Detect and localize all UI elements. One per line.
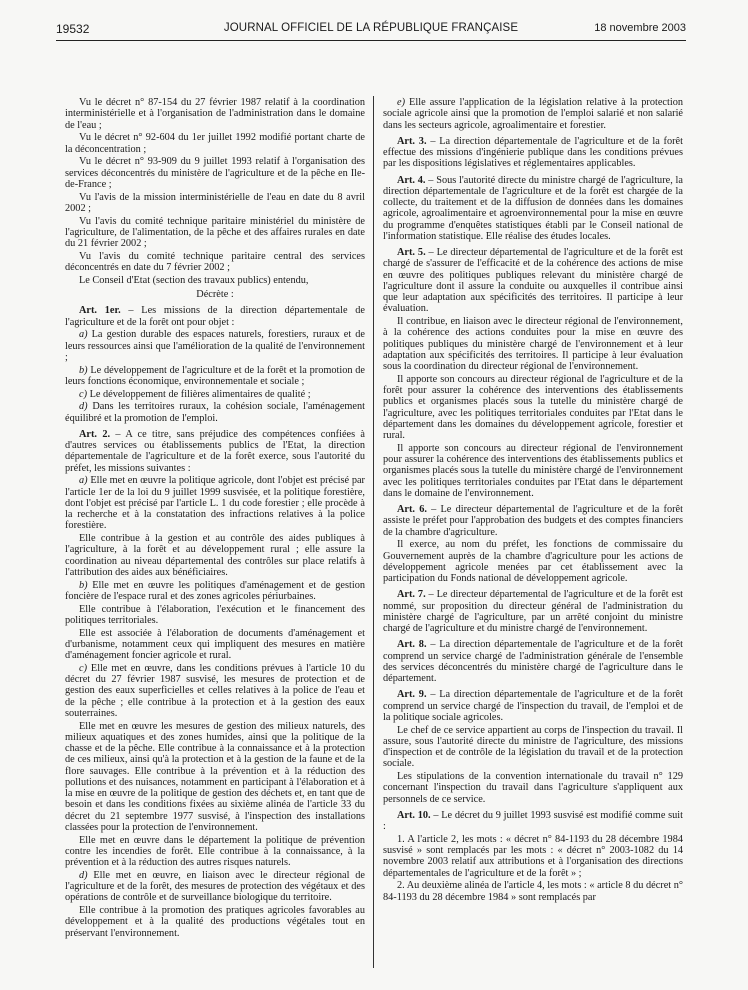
- visa-paragraph: Vu l'avis de la mission interministérielle de l'eau en date du 8 avril 2002 ;: [65, 191, 365, 214]
- decrete-heading: Décrète :: [196, 289, 234, 300]
- item-text: Elle met en œuvre, en liaison avec le directeur régional de l'agriculture et de la forêt, des mesures de protection des végétaux et des opérations de contrôle et de surveillance biologique du territoire.: [65, 869, 365, 904]
- item-letter: b): [79, 579, 88, 591]
- item-letter: c): [79, 388, 87, 400]
- article-paragraph: 1. A l'article 2, les mots : « décret n° 84-1193 du 28 décembre 1984 susvisé » sont remplacés par les mots : « décret n° 2003-1082 du 14 novembre 2003 relatif aux attributions et à l'organisation des directions départementales de l'agriculture et de la forêt » ;: [383, 833, 683, 879]
- article-label: Art. 8.: [397, 639, 427, 651]
- article-4: [383, 175, 683, 243]
- article-9: [383, 689, 683, 723]
- item-letter: d): [79, 401, 88, 413]
- article-5: [383, 247, 683, 315]
- article-label: Art. 6.: [397, 504, 427, 515]
- article-3: [383, 136, 683, 170]
- journal-title: JOURNAL OFFICIEL DE LA RÉPUBLIQUE FRANÇAISE: [223, 22, 519, 34]
- item-letter: e): [397, 97, 405, 108]
- article-item: [65, 389, 365, 400]
- article-text: – A ce titre, sans préjudice des compétences confiées à d'autres services ou établissements publics de l'Etat, la direction départementale de l'agriculture et de la forêt exerce, sous l'autorité du préfet, les missions suivantes :: [65, 428, 365, 474]
- article-paragraph: Le chef de ce service appartient au corps de l'inspection du travail. Il assure, sous l'autorité directe du ministre de l'agriculture, des missions d'inspection et de contrôle de la législation du travail et de la protection sociale.: [383, 724, 683, 770]
- article-text: – Sous l'autorité directe du ministre chargé de l'agriculture, la direction départementale de l'agriculture et de la forêt est chargée de la collecte, du traitement et de la diffusion de données dans les domaines agricole, agroalimentaire et agroenvironnemental pour la mise en œuvre du programme d'enquêtes statistiques établi par le Conseil national de l'information statistique. Elle réalise des études locales.: [383, 174, 683, 242]
- article-10: [383, 810, 683, 833]
- article-paragraph: Les stipulations de la convention internationale du travail n° 129 concernant l'inspection du travail dans l'agriculture s'appliquent aux personnels de ce service.: [383, 771, 683, 805]
- article-6: [383, 504, 683, 538]
- article-7: [383, 589, 683, 634]
- visa-paragraph: Vu le décret n° 92-604 du 1er juillet 1992 modifié portant charte de la déconcentration ;: [65, 132, 365, 155]
- article-text: – Le directeur départemental de l'agriculture et de la forêt est nommé, sur proposition du directeur général de l'administration du ministère chargé de l'agriculture, par un arrêté conjoint du ministre chargé de l'agriculture et du ministre chargé de l'environnement.: [383, 589, 683, 634]
- item-text: Le développement de l'agriculture et de la forêt et la promotion de leurs fonctions économique, environnementale et sociale ;: [65, 364, 365, 387]
- article-item: [65, 365, 365, 388]
- article-paragraph: Elle est associée à l'élaboration de documents d'aménagement et d'urbanisme, notamment ceux qui impliquent des mesures en matière d'aménagement foncier agricole et rural.: [65, 627, 365, 661]
- article-text: – La direction départementale de l'agriculture et de la forêt comprend un service chargé de l'administration générale de l'ensemble des services déconcentrés du ministère chargé de l'agriculture dans le département.: [383, 639, 683, 684]
- article-paragraph: Elle met en œuvre les mesures de gestion des milieux naturels, des milieux aquatiques et des zones humides, ainsi que la politique de la chasse et de la pêche. Elle contribue à la connaissance et à la protection de ces milieux, ainsi qu'à la protection et à la gestion de la faune et de la flore sauvages. Elle contribue à la prévention et à la réduction des pollutions et des nuisances, notamment en participant à l'élaboration et à la mise en œuvre de la politique de gestion des déchets et, en tant que de besoin et dans les conditions fixées au sixième alinéa de l'article 33 du décret du 21 septembre 1977 susvisé, à l'inspection des installations classées pour la protection de l'environnement.: [65, 720, 365, 833]
- visa-paragraph: Vu l'avis du comité technique paritaire ministériel du ministère de l'agriculture, de l'alimentation, de la pêche et des affaires rurales en date du 21 février 2002 ;: [65, 215, 365, 249]
- item-letter: b): [79, 364, 88, 376]
- item-text: Elle assure l'application de la législation relative à la protection sociale agricole ainsi que la promotion de l'emploi salarié et non salarié dans les secteurs agricole, agroalimentaire et forestier.: [383, 97, 683, 131]
- article-item: [65, 580, 365, 603]
- article-text: – La direction départementale de l'agriculture et de la forêt effectue des missions d'ingénierie publique dans les conditions prévues par les dispositions législatives et réglementaires applicables.: [383, 135, 683, 170]
- article-item: [65, 475, 365, 531]
- article-paragraph: Elle contribue à l'élaboration, l'exécution et le financement des politiques territoriales.: [65, 603, 365, 626]
- article-paragraph: Il contribue, en liaison avec le directeur régional de l'environnement, à la cohérence des actions conduites pour la mise en œuvre des politiques publiques du ministère chargé de l'environnement et à leur adaptation aux spécificités des territoires. Il participe à leur évaluation sous la coordination du directeur régional de l'environnement.: [383, 316, 683, 372]
- item-text: Elle met en œuvre, dans les conditions prévues à l'article 10 du décret du 27 février 1987 susvisé, les mesures de protection et de gestion des eaux superficielles et celles relatives à la police de l'eau et de la pêche ; elle contribue à la protection et à la gestion des eaux souterraines.: [65, 662, 365, 719]
- article-1: [65, 305, 365, 328]
- page-header: [56, 22, 686, 38]
- article-text: – La direction départementale de l'agriculture et de la forêt comprend un service chargé de l'inspection du travail, de l'emploi et de la politique sociale agricoles.: [383, 689, 683, 723]
- article-label: Art. 9.: [397, 689, 427, 701]
- article-label: Art. 4.: [397, 174, 426, 186]
- article-item: [65, 663, 365, 719]
- item-text: Dans les territoires ruraux, la cohésion sociale, l'aménagement équilibré et la promotion de l'emploi.: [65, 401, 365, 424]
- article-label: Art. 5.: [397, 247, 426, 258]
- article-item: [65, 401, 365, 424]
- article-paragraph: Elle contribue à la promotion des pratiques agricoles favorables au développement et à la qualité des productions végétales tout en préservant l'environnement.: [65, 905, 365, 939]
- article-paragraph: 2. Au deuxième alinéa de l'article 4, les mots : « article 8 du décret n° 84-1193 du 28 décembre 1984 » sont remplacés par: [383, 880, 683, 903]
- article-paragraph: Il exerce, au nom du préfet, les fonctions de commissaire du Gouvernement auprès de la chambre d'agriculture pour les actions de développement agricole menées par cet établissement avec la participation du Fonds national de développement agricole.: [383, 539, 683, 584]
- article-label: Art. 10.: [397, 809, 431, 821]
- header-rule: [56, 40, 686, 41]
- article-label: Art. 3.: [397, 135, 427, 147]
- article-label: Art. 1er.: [79, 305, 121, 317]
- article-label: Art. 7.: [397, 589, 426, 601]
- article-paragraph: Elle contribue à la gestion et au contrôle des aides publiques à l'agriculture, à la forêt et au développement rural ; elle assure la coordination au niveau départemental des contrôles sur place relatifs à l'attribution des aides aux bénéficiaires.: [65, 533, 365, 578]
- article-text: – Le directeur départemental de l'agriculture et de la forêt assiste le préfet pour l'approbation des budgets et des comptes financiers de la chambre d'agriculture.: [383, 504, 683, 538]
- item-text: Elle met en œuvre la politique agricole, dont l'objet est précisé par l'article 1er de la loi du 9 juillet 1999 susvisée, et la politique forestière, dont l'objet est précisé par l'article L. 1 du code forestier ; elle procède à la recherche et à la constatation des infractions relatives à la police forestière.: [65, 475, 365, 532]
- article-text: – Le directeur départemental de l'agriculture et de la forêt est chargé de s'assurer de l'efficacité et de la cohérence des actions de mise en œuvre des politiques publiques relevant du ministère chargé de l'agriculture dont il assure la conduite ou auxquelles il contribue ainsi que leur adaptation aux spécificités des territoires. Il participe à leur évaluation.: [383, 247, 683, 315]
- article-label: Art. 2.: [79, 428, 111, 440]
- left-column: [65, 97, 365, 977]
- item-text: Le développement de filières alimentaires de qualité ;: [87, 388, 311, 400]
- article-8: [383, 639, 683, 684]
- article-paragraph: Il apporte son concours au directeur régional de l'environnement pour assurer la cohérence des interventions des établissements publics et organismes placés sous la tutelle du ministère chargé de l'environnement avec les politiques territoriales conduites par l'Etat dans le département dans le domaine de l'environnement.: [383, 442, 683, 499]
- article-item: [65, 329, 365, 363]
- visa-paragraph: Vu l'avis du comité technique paritaire central des services déconcentrés en date du 7 février 2002 ;: [65, 250, 365, 273]
- right-column: [383, 97, 683, 977]
- visa-paragraph: Vu le décret n° 87-154 du 27 février 1987 relatif à la coordination interministérielle et à l'organisation de l'administration dans le domaine de l'eau ;: [65, 97, 365, 131]
- article-item: [383, 97, 683, 131]
- item-letter: a): [79, 475, 88, 487]
- item-letter: d): [79, 869, 88, 881]
- article-paragraph: Il apporte son concours au directeur régional de l'agriculture et de la forêt pour assurer la cohérence des interventions des établissements publics et organismes placés sous la tutelle du ministère chargé de l'agriculture, avec les politiques territoriales conduites par l'Etat dans le département dans les domaines du développement agricole, forestier et rural.: [383, 373, 683, 441]
- item-text: Elle met en œuvre les politiques d'aménagement et de gestion foncière de l'espace rural et des zones agricoles périurbaines.: [65, 579, 365, 602]
- page-number: 19532: [56, 22, 90, 36]
- article-item: [65, 870, 365, 904]
- item-letter: a): [79, 329, 88, 341]
- item-letter: c): [79, 662, 87, 674]
- article-text: – Le décret du 9 juillet 1993 susvisé est modifié comme suit :: [383, 809, 683, 832]
- visa-paragraph: Vu le décret n° 93-909 du 9 juillet 1993 relatif à l'organisation des services déconcentrés du ministère de l'agriculture et de la pêche en Ile-de-France ;: [65, 156, 365, 190]
- visa-paragraph: Le Conseil d'Etat (section des travaux publics) entendu,: [79, 274, 309, 286]
- article-paragraph: Elle met en œuvre dans le département la politique de prévention contre les incendies de forêt. Elle contribue à la connaissance, à la prévention et à la réduction des autres risques naturels.: [65, 834, 365, 868]
- item-text: La gestion durable des espaces naturels, forestiers, ruraux et de leurs ressources ainsi que l'amélioration de la qualité de l'environnement ;: [65, 329, 365, 363]
- issue-date: 18 novembre 2003: [594, 22, 686, 34]
- article-2: [65, 429, 365, 474]
- column-divider: [373, 96, 374, 968]
- article-text: – Les missions de la direction départementale de l'agriculture et de la forêt ont pour objet :: [65, 305, 365, 328]
